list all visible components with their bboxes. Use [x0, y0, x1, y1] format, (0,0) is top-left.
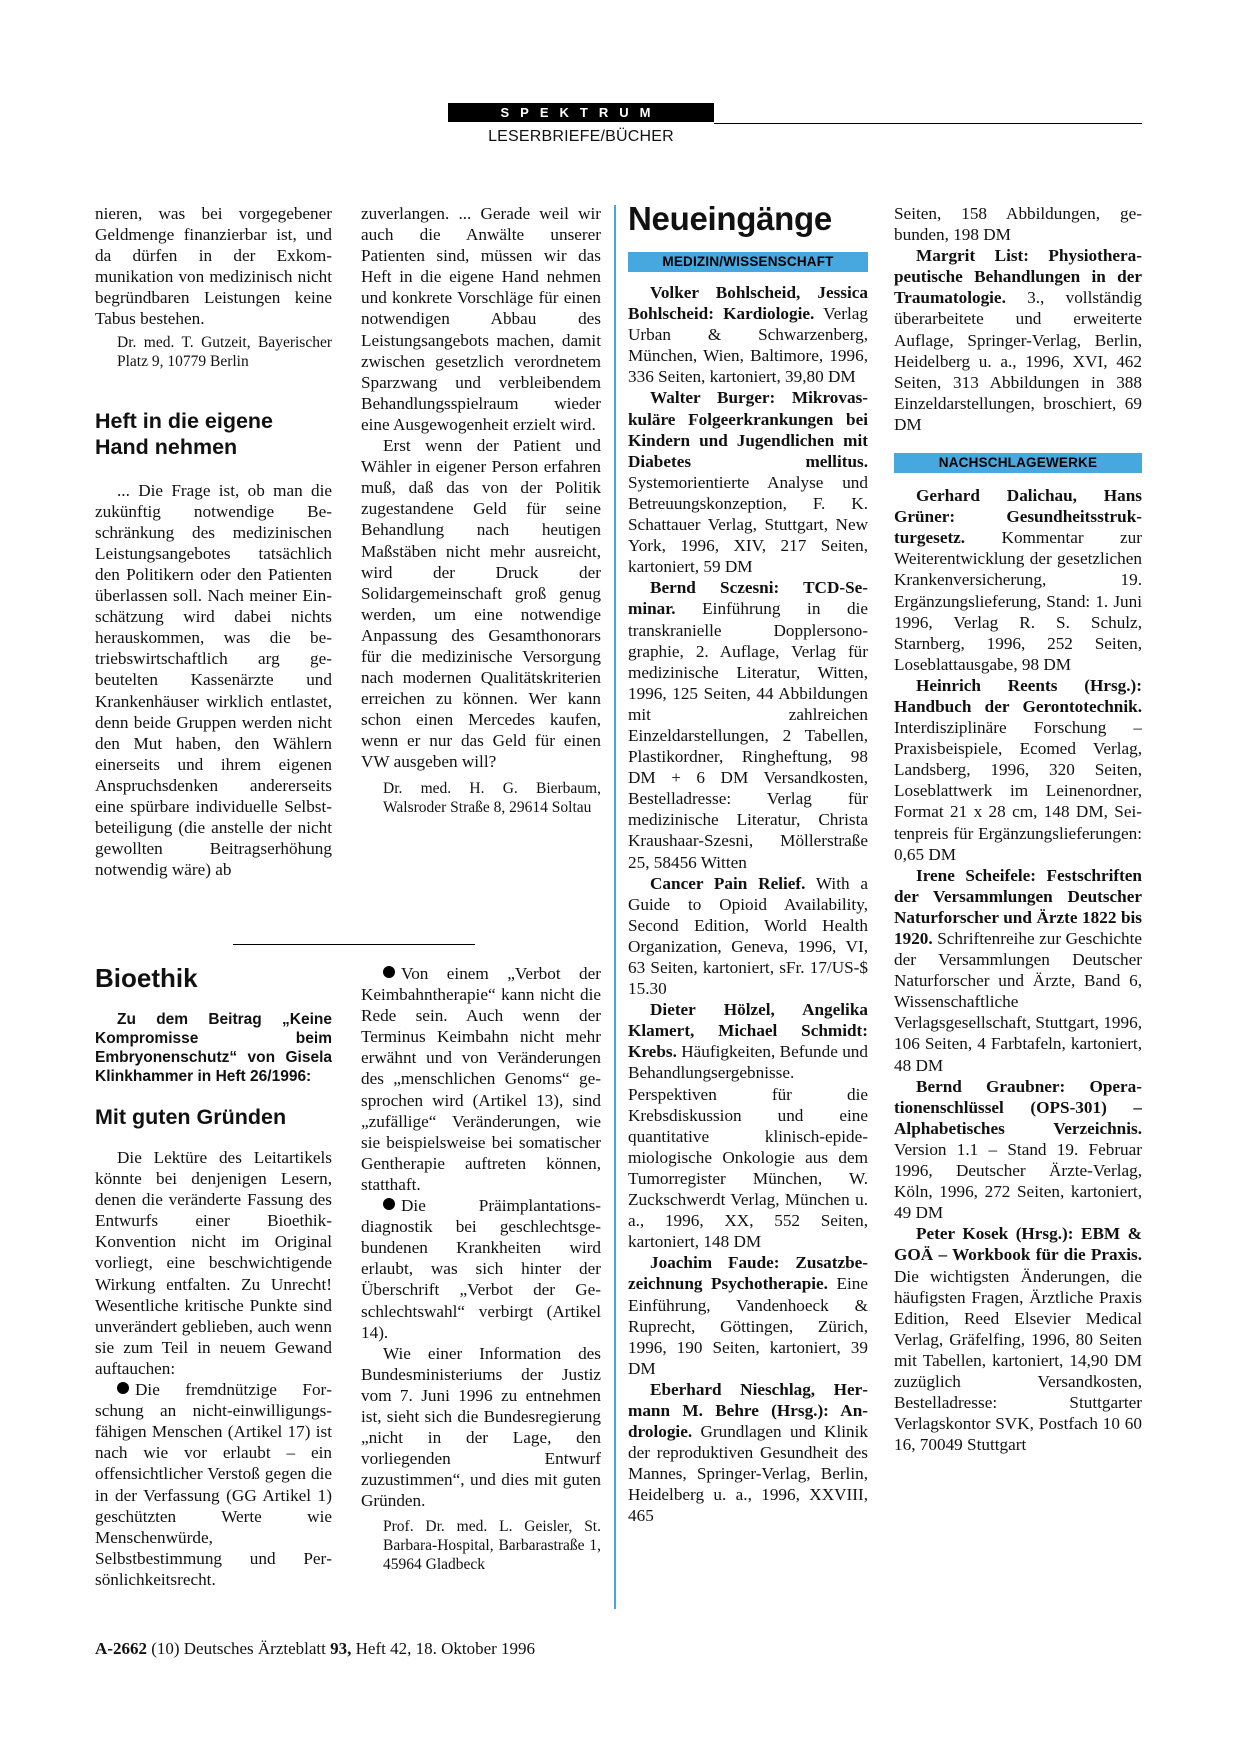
book-entry-details: Häufigkeiten, Befunde und Behandlungsergebnisse. Perspektiven für die Krebsdiskussion und eine quantitative klinisch-epidemiologische Onkologie aus dem Tumorregister München, W. Zuckschwerdt Verlag, München u. a., 1996, XX, 552 Seiten, kartoniert, 148 DM	[628, 1042, 868, 1252]
book-list-2	[894, 245, 1142, 435]
book-entry-details: Interdisziplinäre Forschung – Praxisbeispiele, Ecomed Verlag, Landsberg, 1996, 320 Seiten, Loseblattwerk im Leinenordner, Format 21 x 28 cm, 148 DM, Seitenpreis für Ergänzungslieferungen: 0,65 DM	[894, 718, 1142, 864]
header-rule	[714, 123, 1142, 124]
column-1-bottom	[95, 963, 332, 1590]
book-entry-title: Walter Burger: Mikrovaskuläre Folgeerkrankungen bei Kindern und Jugendlichen mit Diabetes mellitus.	[628, 388, 868, 471]
book-entry	[894, 865, 1142, 1076]
bioethik-paragraph-1: Die Lektüre des Leitartikels könnte bei denjenigen Lesern, denen die veränderte Fassung des Entwurfs einer Bioethik-Konvention nicht im Original vorliegt, eine beschwichtigende Wirkung entfalten. Zu Unrecht! Wesentliche kritische Punkte sind unverändert geblieben, auch wenn sie zum Teil in neuem Gewand auftauchen:	[95, 1148, 332, 1378]
category-nachschlagewerke: NACHSCHLAGEWERKE	[894, 453, 1142, 473]
footer-volume: 93,	[330, 1639, 352, 1658]
book-entry	[628, 873, 868, 1000]
book-entry	[894, 245, 1142, 435]
column-1-top	[95, 203, 332, 880]
page-footer	[95, 1639, 535, 1659]
book-entry-details: 3., vollständig überarbeitete und erweiterte Auflage, Springer-Verlag, Berlin, Heidelberg u. a., 1996, XVI, 462 Seiten, 313 Abbildungen in 388 Einzeldarstellungen, broschiert, 69 DM	[894, 288, 1142, 434]
book-entry-title: Bernd Graubner: Operationenschlüssel (OPS-301) – Alphabetisches Verzeichnis.	[894, 1076, 1142, 1138]
letter2-signature: Dr. med. H. G. Bierbaum, Walsroder Straße 8, 29614 Soltau	[383, 779, 601, 816]
book-entry-title: Peter Kosek (Hrsg.): EBM & GOÄ – Workbook für die Praxis.	[894, 1224, 1142, 1265]
footer-publication: (10) Deutsches Ärzteblatt	[146, 1639, 331, 1658]
book-entry-details: Systemorientierte Analyse und Betreuungskonzeption, F. K. Schattauer Verlag, Stuttgart, New York, 1996, XIV, 217 Seiten, kartoniert, 59 DM	[628, 472, 868, 577]
book-entry	[894, 1223, 1142, 1455]
book-entry-details: Schriftenreihe zur Geschichte der Versammlungen Deutscher Naturforscher und Ärzte, Band 6, Wissenschaftliche Verlagsgesellschaft, Stuttgart, 1996, 106 Seiten, 4 Farbtafeln, kartoniert, 48 DM	[894, 929, 1142, 1075]
bioethik-bullet-3	[361, 1195, 601, 1343]
book-entry	[628, 1379, 868, 1527]
letter2-text-continued: zuverlangen. ... Gerade weil wir auch die Anwälte unserer Patienten sind, müssen wir das Heft in die eigene Hand nehmen und konkrete Vorschläge für einen notwendigen Abbau des Leistungsangebots machen, damit zwischen gesetzlich verordnetem Sparzwang und verbleibendem Behandlungsspielraum wieder eine Ausgewogenheit erzielt wird.	[361, 204, 601, 434]
bioethik-intro: Zu dem Beitrag „Keine Kompromisse beim Embryonenschutz“ von Gisela Klinkhammer in Heft 26/1996:	[95, 1011, 332, 1085]
book-entry-title: Bernd Sczesni: TCD-Seminar.	[628, 578, 868, 619]
column-2-top	[361, 203, 601, 817]
letter2-heading: Heft in die eigene Hand nehmen	[95, 408, 274, 459]
bioethik-signature: Prof. Dr. med. L. Geisler, St. Barbara-Hospital, Barbarastraße 1, 45964 Gladbeck	[383, 1518, 601, 1574]
book-list-1	[628, 282, 868, 1527]
subsection-label: LESERBRIEFE/BÜCHER	[488, 128, 674, 145]
book-entry-details: Eine Einführung, Vandenhoeck & Ruprecht, Göttingen, Zürich, 1996, 190 Seiten, kartoniert, 39 DM	[628, 1274, 869, 1378]
book-entry-title: Gerhard Dalichau, Hans Grüner: Gesundheitsstrukturgesetz.	[894, 486, 1142, 548]
bioethik-bullet-2-text: Von einem „Verbot der Keimbahntherapie“ kann nicht die Rede sein. Auch wenn der Terminus Keimbahn nicht mehr erwähnt und von Veränderungen des „menschlichen Genoms“ gesprochen wird (Artikel 13), sind „zufällige“ Veränderungen, wie sie beispielsweise bei somatischer Gentherapie auftreten können, statthaft.	[361, 964, 601, 1194]
book-entry-title: Joachim Faude: Zusatzbezeichnung Psychotherapie.	[628, 1253, 868, 1294]
book-entry	[628, 1252, 868, 1379]
book-entry-details: Kommentar zur Weiterentwicklung der gesetzlichen Krankenversicherung, 19. Ergänzungslieferung, Stand: 1. Juni 1996, Verlag R. S. Schulz, Starnberg, 1996, 252 Seiten, Loseblattausgabe, 98 DM	[894, 528, 1142, 674]
book-entry-title: Margrit List: Physiotherapeutische Behandlungen in der Traumatologie.	[894, 246, 1142, 308]
book-entry-title: Irene Scheifele: Festschriften der Versammlungen Deutscher Naturforscher und Ärzte 1822 bis 1920.	[894, 865, 1142, 948]
column-3	[628, 200, 868, 1527]
column-rule	[614, 205, 616, 1609]
neueingaenge-heading: Neueingänge	[628, 200, 832, 237]
bioethik-paragraph-2: Wie einer Information des Bundesministeriums der Justiz vom 7. Juni 1996 zu entnehmen ist, sieht sich die Bundesregierung „nicht in der Lage, den vorliegenden Entwurf zuzustimmen“, und dies mit guten Gründen.	[361, 1343, 601, 1511]
letter1-signature: Dr. med. T. Gutzeit, Bayerischer Platz 9, 10779 Berlin	[117, 333, 332, 370]
column-2-bottom	[361, 963, 601, 1574]
book-entry-continued: Seiten, 158 Abbildungen, gebunden, 198 DM	[894, 204, 1142, 245]
book-entry-title: Heinrich Reents (Hrsg.): Handbuch der Gerontotechnik.	[894, 675, 1142, 716]
book-entry	[628, 282, 868, 387]
book-entry-details: Verlag Urban & Schwarzenberg, München, Wien, Baltimore, 1996, 336 Seiten, kartoniert, 39,80 DM	[628, 304, 868, 387]
book-entry	[894, 485, 1142, 675]
bioethik-bullet-1-text: Die fremdnützige Forschung an nicht-einwilligungsfähigen Menschen (Artikel 17) ist nach wie vor erlaubt – ein offensichtlicher Verstoß gegen die in der Verfassung (GG Artikel 1) geschützten Werte wie Menschenwürde, Selbstbestimmung und Persönlichkeitsrecht.	[95, 1380, 332, 1589]
letter2-text-2: Erst wenn der Patient und Wähler in eigener Person erfahren muß, daß das von der Politik zugestandene Geld für seine Behandlung nach heutigen Maßstäben nicht mehr ausreicht, wird der Druck der Solidargemeinschaft groß genug werden, um eine notwendige Anpassung des Gesamthonorars für die medizinische Versorgung nach modernen Qualitätskriterien erreichen zu können. Wer kann schon einen Mercedes kaufen, wenn er nur das Geld für einen VW ausgeben will?	[361, 436, 601, 772]
book-entry-details: Version 1.1 – Stand 19. Februar 1996, Deutscher Ärzte-Verlag, Köln, 1996, 272 Seiten, kartoniert, 49 DM	[894, 1139, 1142, 1223]
book-entry-title: Cancer Pain Relief.	[650, 873, 806, 893]
bullet-icon	[117, 1382, 129, 1394]
bullet-icon	[383, 966, 395, 978]
book-entry	[628, 577, 868, 872]
book-entry	[628, 999, 868, 1252]
book-entry-title: Eberhard Nieschlag, Hermann M. Behre (Hrsg.): Andrologie.	[628, 1379, 868, 1442]
section-divider	[233, 944, 475, 945]
letter1-text-end: nieren, was bei vorgegebener Geldmenge finanzierbar ist, und da dürfen in der Exkommunikation von medizinisch nicht begründbaren Leistungen keine Tabus bestehen.	[95, 204, 332, 329]
book-entry	[628, 387, 868, 577]
bioethik-heading: Bioethik	[95, 963, 198, 993]
bioethik-bullet-3-text: Die Präimplantationsdiagnostik bei geschlechtsgebundenen Krankheiten wird erlaubt, was sich hinter der Überschrift „Verbot der Geschlechtswahl“ verbirgt (Artikel 14).	[361, 1196, 601, 1342]
book-entry	[894, 1076, 1142, 1224]
section-label: SPEKTRUM	[448, 103, 714, 122]
book-entry-details: Die wichtigsten Änderungen, die häufigsten Fragen, Ärztliche Praxis Edition, Reed Elsevier Medical Verlag, Gräfelfing, 1996, 80 Seiten mit Tabellen, kartoniert, 14,90 DM zuzüglich Versandkosten, Bestelladresse: Stuttgarter Verlagskontor SVK, Postfach 10 60 16, 70049 Stuttgart	[894, 1266, 1142, 1455]
column-4	[894, 203, 1142, 1455]
book-entry-details: With a Guide to Opioid Availability, Second Edition, World Health Organization, Geneva, 1996, VI, 63 Seiten, kartoniert, sFr. 17/US-$ 15.30	[628, 873, 868, 999]
book-entry-details: Grundlagen und Klinik der reproduktiven Gesundheit des Mannes, Springer-Verlag, Berlin, Heidelberg u. a., 1996, XXVIII, 465	[628, 1422, 868, 1526]
page-number: A-2662	[95, 1639, 147, 1658]
book-entry-details: Einführung in die transkranielle Dopplersonographie, 2. Auflage, Verlag für medizinische Literatur, Witten, 1996, 125 Seiten, 44 Abbildungen mit zahlreichen Einzeldarstellungen, 2 Tabellen, Plastikordner, Ringheftung, 98 DM + 6 DM Versandkosten, Bestelladresse: Verlag für medizinische Literatur, Christa Kraushaar-Szesni, Möllerstraße 25, 58456 Witten	[628, 599, 868, 872]
category-medizin: MEDIZIN/WISSENSCHAFT	[628, 252, 868, 272]
letter2-text: ... Die Frage ist, ob man die zukünftig notwendige Beschränkung des medizinischen Leistungsangebotes tatsächlich den Politikern oder den Patienten überlassen soll. Nach meiner Einschätzung wird dabei nichts herauskommen, was die betriebswirtschaftlich arg gebeutelten Kassenärzte und Krankenhäuser wirklich entlastet, denn beide Gruppen werden nicht den Mut haben, den Wählern einerseits und ihrem eigenen Anspruchsdenken andererseits eine spürbare individuelle Selbstbeteiligung (die anstelle der nicht gewollten Beitragserhöhung notwendig wäre) ab	[95, 480, 332, 880]
book-entry-title: Volker Bohlscheid, Jessica Bohlscheid: Kardiologie.	[628, 283, 868, 324]
bioethik-bullet-2	[361, 963, 601, 1195]
book-entry	[894, 675, 1142, 865]
bioethik-bullet-1	[95, 1379, 332, 1590]
book-entry-title: Dieter Hölzel, Angelika Klamert, Michael Schmidt: Krebs.	[628, 1000, 868, 1062]
book-list-3	[894, 485, 1142, 1455]
bullet-icon	[383, 1198, 395, 1210]
bioethik-subheading: Mit guten Gründen	[95, 1105, 287, 1129]
footer-issue: Heft 42, 18. Oktober 1996	[351, 1639, 536, 1658]
